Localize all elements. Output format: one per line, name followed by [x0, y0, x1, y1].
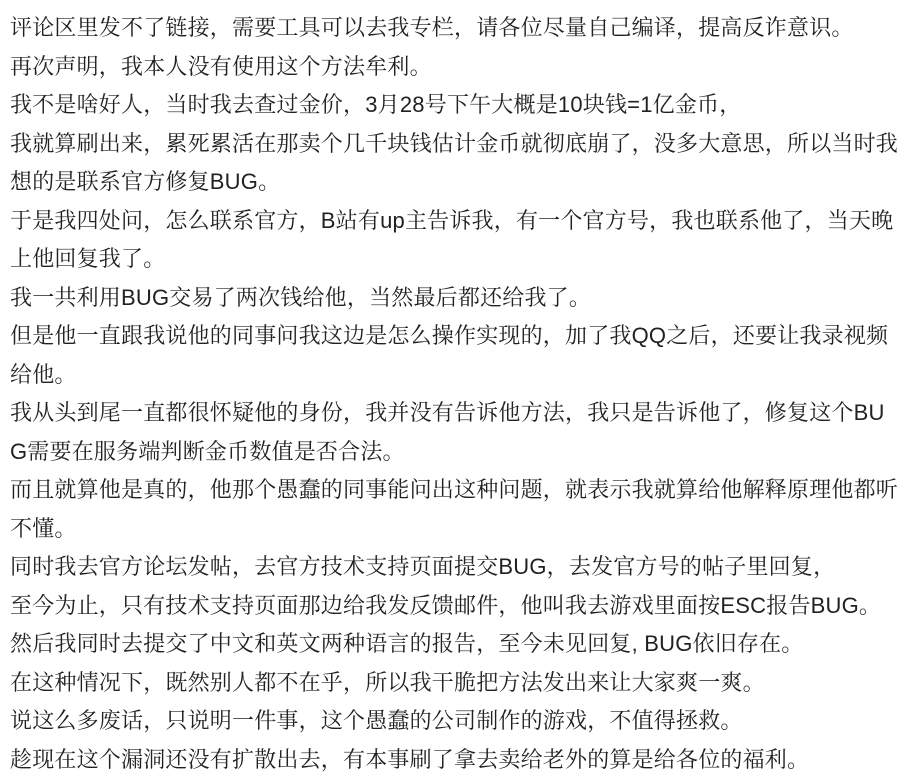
paragraph-disclaimer-links: 评论区里发不了链接，需要工具可以去我专栏，请各位尽量自己编译，提高反诈意识。 — [10, 15, 854, 40]
paragraph-support-feedback: 至今为止，只有技术支持页面那边给我发反馈邮件，他叫我去游戏里面按ESC报告BUG。 — [10, 592, 882, 618]
paragraph-doubt-identity: 我从头到尾一直都很怀疑他的身份，我并没有告诉他方法，我只是告诉他了，修复这个BUG需要在服务端判断金币数值是否合法。 — [10, 400, 885, 464]
paragraph-final-tip: 趁现在这个漏洞还没有扩散出去，有本事刷了拿去卖给老外的算是给各位的福利。 — [10, 746, 810, 772]
paragraph-restate-no-profit: 再次声明，我本人没有使用这个方法牟利。 — [10, 53, 432, 79]
paragraph-bilingual-report: 然后我同时去提交了中文和英文两种语言的报告，至今未见回复, BUG依旧存在。 — [10, 631, 804, 656]
paragraph-release-method: 在这种情况下，既然别人都不在乎，所以我干脆把方法发出来让大家爽一爽。 — [10, 669, 765, 695]
paragraph-forum-posts: 同时我去官方论坛发帖，去官方技术支持页面提交BUG，去发官方号的帖子里回复， — [10, 554, 836, 579]
paragraph-contact-official: 于是我四处问，怎么联系官方，B站有up主告诉我，有一个官方号，我也联系他了，当天晚上他回复我了。 — [10, 207, 894, 271]
paragraph-gold-price: 我不是啥好人，当时我去查过金价，3月28号下午大概是10块钱=1亿金币， — [10, 92, 742, 117]
paragraph-stupid-coworker: 而且就算他是真的，他那个愚蠢的同事能问出这种问题，就表示我就算给他解释原理他都听不懂。 — [10, 477, 899, 541]
paragraph-conclusion: 说这么多废话，只说明一件事，这个愚蠢的公司制作的游戏，不值得拯救。 — [10, 708, 743, 733]
paragraph-bug-trades: 我一共利用BUG交易了两次钱给他，当然最后都还给我了。 — [10, 284, 592, 310]
paragraph-coworker-question: 但是他一直跟我说他的同事问我这边是怎么操作实现的，加了我QQ之后，还要让我录视频给他。 — [10, 323, 889, 387]
paragraph-market-crash: 我就算刷出来，累死累活在那卖个几千块钱估计金币就彻底崩了，没多大意思，所以当时我想的是联系官方修复BUG。 — [10, 130, 899, 194]
